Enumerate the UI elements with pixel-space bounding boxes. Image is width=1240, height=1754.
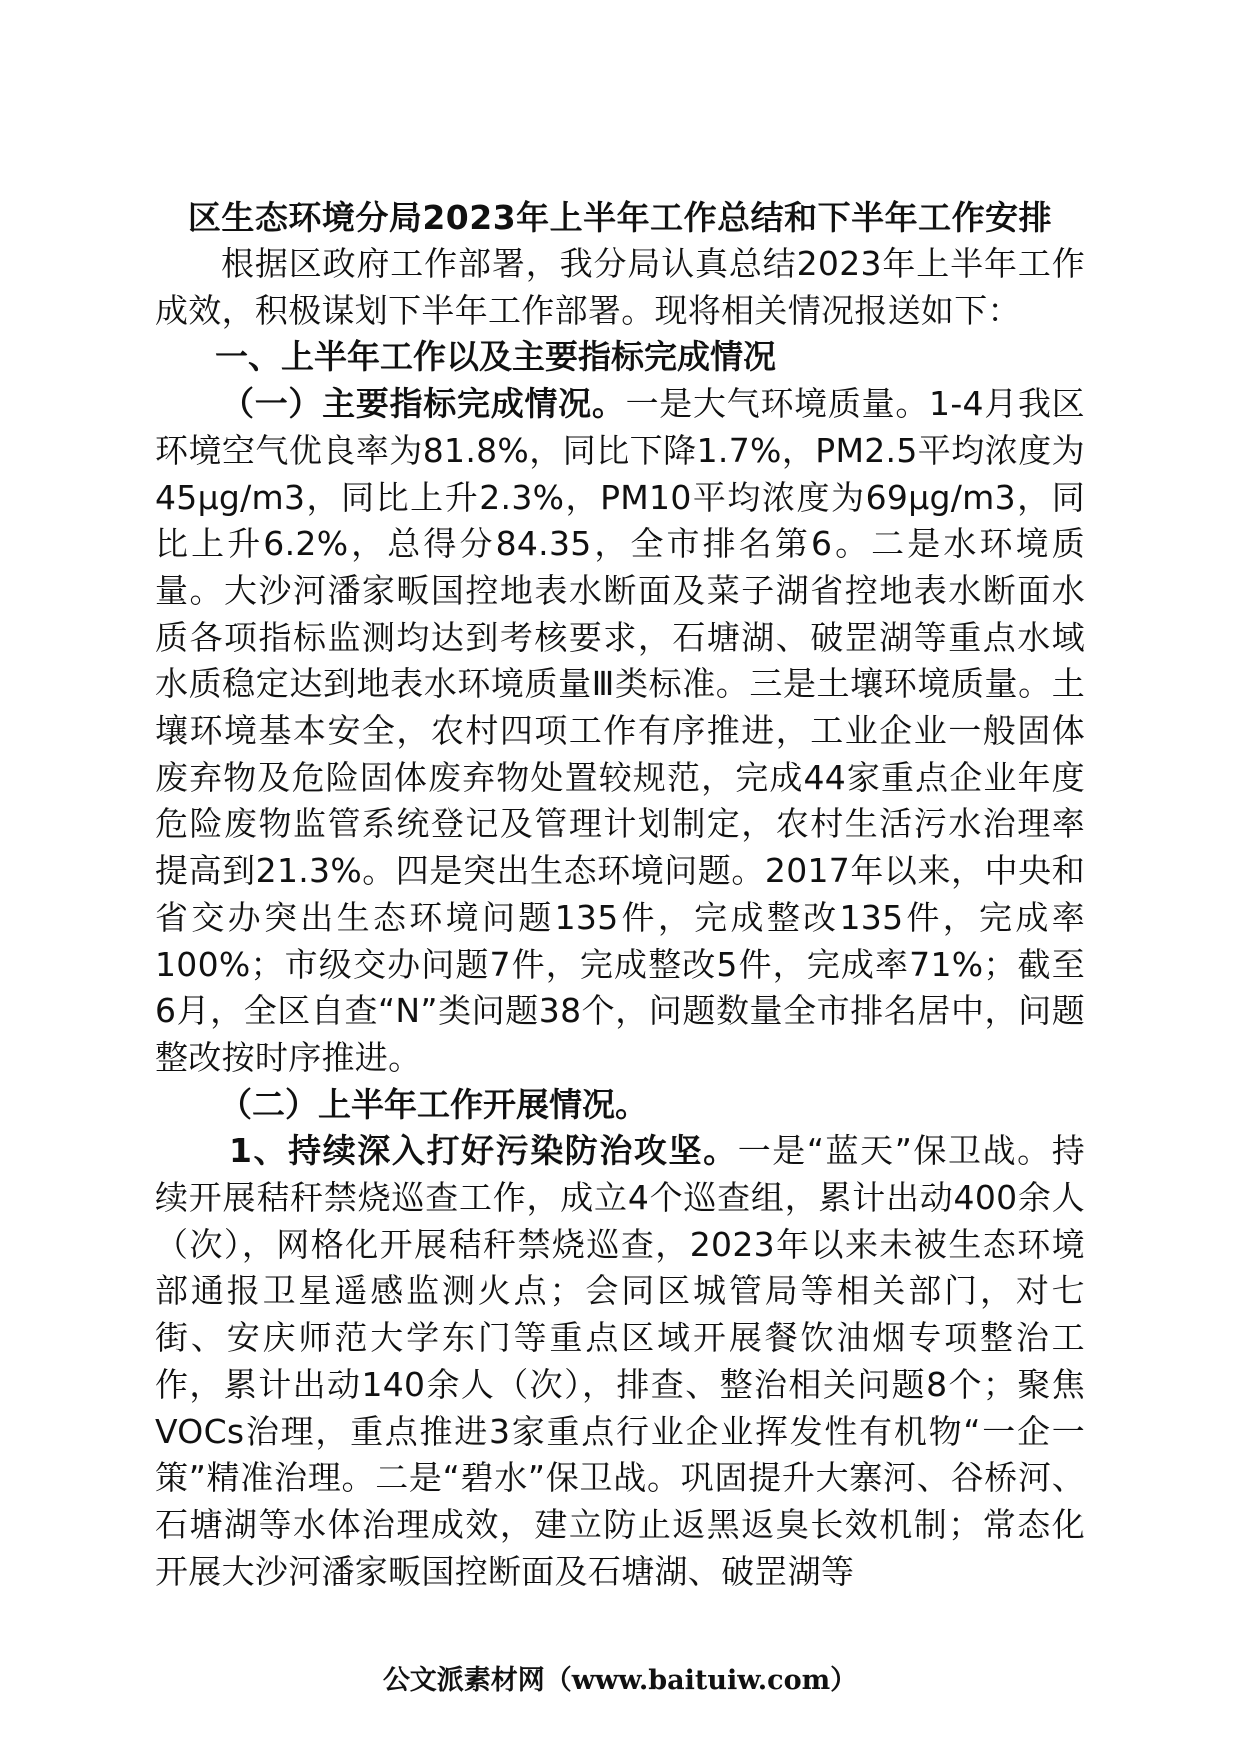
document-title: 区生态环境分局2023年上半年工作总结和下半年工作安排 <box>187 198 1053 237</box>
footer-watermark: 公文派素材网（www.baituiw.com） <box>382 1665 858 1696</box>
item-1-text: 一是“蓝天”保卫战。持续开展秸秆禁烧巡查工作，成立4个巡查组，累计出动400余人（次），网格化开展秸秆禁烧巡查，2023年以来未被生态环境部通报卫星遥感监测火点；会同区城管局等相关部门，对七街、安庆师范大学东门等重点区域开展餐饮油烟专项整治工作，累计出动140余人（次），排查、整治相关问题8个；聚焦VOCs治理，重点推进3家重点行业企业挥发性有机物“一企一策”精准治理。二是“碧水”保卫战。巩固提升大寨河、谷桥河、石塘湖等水体治理成效，建立防止返黑返臭长效机制；常态化开展大沙河潘家畈国控断面及石塘湖、破罡湖等 <box>155 1131 1085 1591</box>
item-1-label: 1、持续深入打好污染防治攻坚。 <box>229 1131 738 1171</box>
subsection-1-paragraph <box>155 381 1085 1082</box>
document-page <box>155 195 1085 1595</box>
subsection-2-heading: （二）上半年工作开展情况。 <box>219 1084 648 1124</box>
subsection-1-text: 一是大气环境质量。1-4月我区环境空气优良率为81.8%，同比下降1.7%，PM2.5平均浓度为45μg/m3，同比上升2.3%，PM10平均浓度为69μg/m3，同比上升6.2%，总得分84.35，全市排名第6。二是水环境质量。大沙河潘家畈国控地表水断面及菜子湖省控地表水断面水质各项指标监测均达到考核要求，石塘湖、破罡湖等重点水域水质稳定达到地表水环境质量Ⅲ类标准。三是土壤环境质量。土壤环境基本安全，农村四项工作有序推进，工业企业一般固体废弃物及危险固体废弃物处置较规范，完成44家重点企业年度危险废物监管系统登记及管理计划制定，农村生活污水治理率提高到21.3%。四是突出生态环境问题。2017年以来，中央和省交办突出生态环境问题135件，完成整改135件，完成率100%；市级交办问题7件，完成整改5件，完成率71%；截至6月，全区自查“N”类问题38个，问题数量全市排名居中，问题整改按时序推进。 <box>155 384 1085 1077</box>
intro-paragraph: 根据区政府工作部署，我分局认真总结2023年上半年工作成效，积极谋划下半年工作部署。现将相关情况报送如下： <box>155 244 1085 330</box>
section-heading-1: 一、上半年工作以及主要指标完成情况 <box>215 337 776 377</box>
subsection-1-label: （一）主要指标完成情况。 <box>221 384 626 424</box>
item-1-paragraph <box>155 1128 1085 1595</box>
